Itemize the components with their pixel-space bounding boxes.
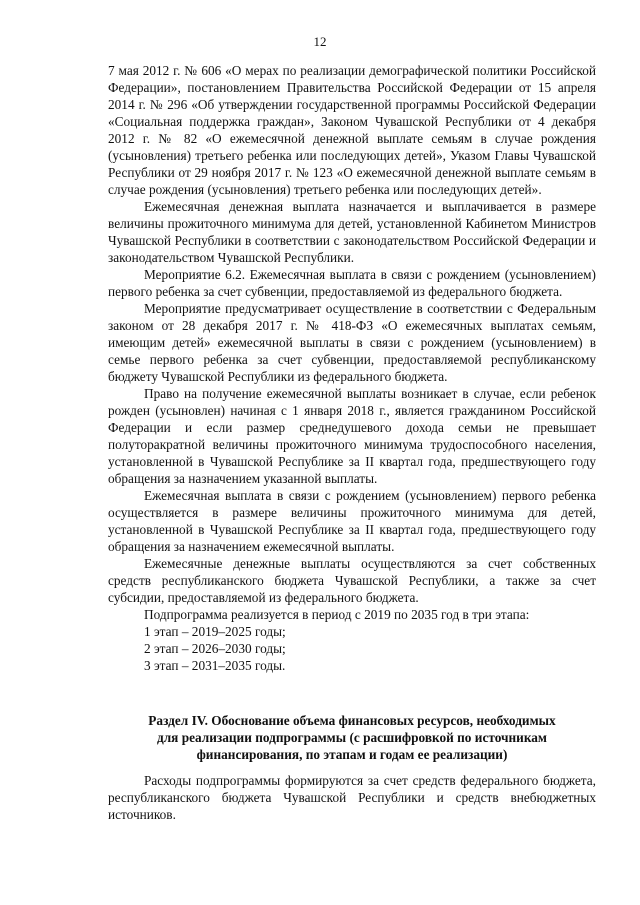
stage-item: 1 этап – 2019–2025 годы; xyxy=(144,624,286,639)
section-heading-line: Раздел IV. Обоснование объема финансовых ресурсов, необходимых xyxy=(148,713,556,728)
paragraph-eligibility: Право на получение ежемесячной выплаты возникает в случае, если ребенок рожден (усыновлен) начиная с 1 января 2018 г., является гражданином Российской Федерации и если размер среднедушевого дохода семьи не превышает полуторакратной величины прожиточного минимума трудоспособного населения, установленной в Чувашской Республике за II квартал года, предшествующего году обращения за назначением указанной выплаты. xyxy=(108,386,596,486)
paragraph-funding-sources: Ежемесячные денежные выплаты осуществляются за счет собственных средств республиканского бюджета Чувашской Республики, а также за счет субсидии, предоставляемой из федерального бюджета. xyxy=(108,556,596,605)
section-heading-line: для реализации подпрограммы (с расшифровкой по источникам xyxy=(157,730,547,745)
page-number: 12 xyxy=(313,34,327,49)
section-heading-line: финансирования, по этапам и годам ее реализации) xyxy=(196,747,508,762)
paragraph-payment-amount: Ежемесячная денежная выплата назначается и выплачивается в размере величины прожиточного минимума для детей, установленной Кабинетом Министров Чувашской Республики в соответствии с законодательством Российской Федерации и законодательством Чувашской Республики. xyxy=(108,199,596,265)
body-text xyxy=(108,62,596,674)
stage-item: 3 этап – 2031–2035 годы. xyxy=(144,658,286,673)
final-text xyxy=(108,772,596,823)
paragraph-expenses: Расходы подпрограммы формируются за счет средств федерального бюджета, республиканского бюджета Чувашской Республики и средств внебюджетных источников. xyxy=(108,773,596,822)
paragraph-implementation-period: Подпрограмма реализуется в период с 2019 по 2035 год в три этапа: xyxy=(144,607,530,622)
section-heading xyxy=(108,712,596,763)
paragraph-measure-description: Мероприятие предусматривает осуществление в соответствии с Федеральным законом от 28 декабря 2017 г. № 418-ФЗ «О ежемесячных выплатах семьям, имеющим детей» ежемесячной выплаты в связи с рождением (усыновлением) в семье первого ребенка за счет субвенции, предоставляемой республиканскому бюджету Чувашской Республики из федерального бюджета. xyxy=(108,301,596,384)
paragraph-payment-size: Ежемесячная выплата в связи с рождением (усыновлением) первого ребенка осуществляется в размере величины прожиточного минимума для детей, установленной в Чувашской Республике за II квартал года, предшествующего году обращения за назначением ежемесячной выплаты. xyxy=(108,488,596,554)
stage-item: 2 этап – 2026–2030 годы; xyxy=(144,641,286,656)
paragraph-legal-references: 7 мая 2012 г. № 606 «О мерах по реализации демографической политики Российской Федерации», постановлением Правительства Российской Федерации от 15 апреля 2014 г. № 296 «Об утверждении государственной программы Российской Федерации «Социальная поддержка граждан», Законом Чувашской Республики от 4 декабря 2012 г. № 82 «О ежемесячной денежной выплате семьям в случае рождения (усыновления) третьего ребенка или последующих детей», Указом Главы Чувашской Республики от 29 ноября 2017 г. № 123 «О ежемесячной денежной выплате семьям в случае рождения (усыновления) третьего ребенка или последующих детей». xyxy=(108,63,596,197)
paragraph-measure-6-2: Мероприятие 6.2. Ежемесячная выплата в связи с рождением (усыновлением) первого ребенка за счет субвенции, предоставляемой из федерального бюджета. xyxy=(108,267,596,299)
